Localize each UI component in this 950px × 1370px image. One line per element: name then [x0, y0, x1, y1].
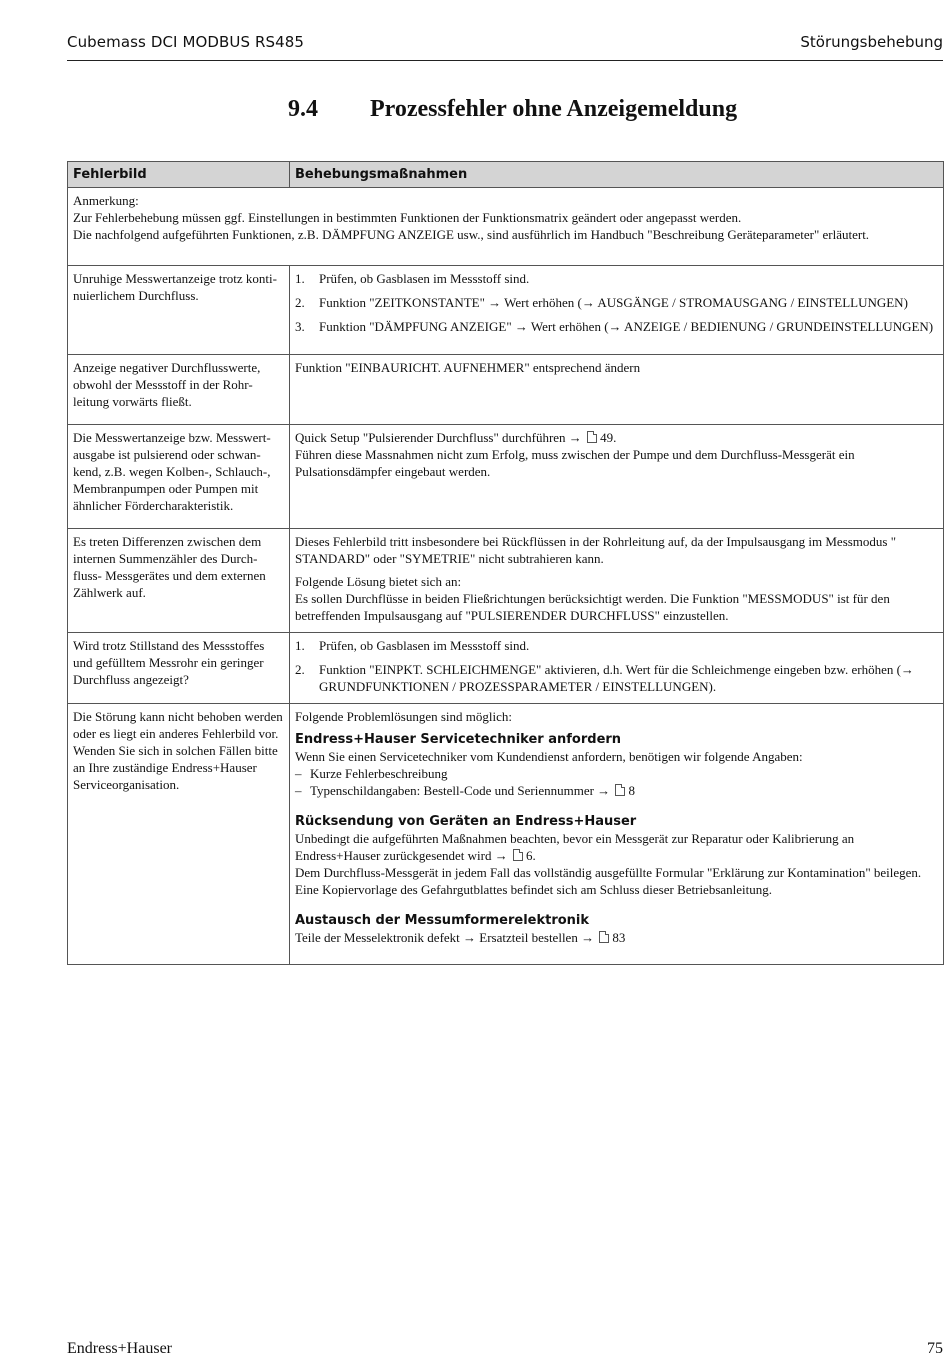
list-item: – Kurze Fehlerbeschreibung: [295, 766, 448, 781]
page-number: 75: [927, 1340, 943, 1357]
section-title: Prozessfehler ohne Anzeigemeldung: [370, 96, 738, 122]
page-reference-icon: [587, 431, 597, 443]
remedy-steps: [295, 270, 938, 335]
list-item: – Typenschildangaben: Bestell-Code und Seriennummer → 8: [295, 783, 635, 798]
page-reference: 49.: [600, 430, 617, 445]
table-row: [68, 355, 944, 425]
list-item: 1. Prüfen, ob Gasblasen im Messstoff sind.: [295, 638, 530, 653]
section-number: 9.4: [288, 96, 318, 122]
page-reference: 83: [612, 930, 626, 945]
fault-cell: Die Messwertanzeige bzw. Messwert-ausgabe ist pulsierend oder schwan-kend, z.B. wegen Kolben-, Schlauch-, Membranpumpen oder Pumpen mit ähnlicher Fördercharakteristik.: [68, 425, 290, 529]
table-header-row: [68, 162, 944, 188]
page-reference: 6.: [526, 848, 536, 863]
column-header-fault: Fehlerbild: [68, 162, 290, 188]
page-reference: 8: [628, 783, 635, 798]
table-row: [68, 529, 944, 633]
remedy-cell: Folgende Problemlösungen sind möglich: Endress+Hauser Servicetechniker anfordern Wenn Sie einen Servicetechniker vom Kundendienst anfordern, benötigen wir folgende Angaben: – Kurze Fehlerbeschreibung – Typenschildangaben: Bestell-Code und Seriennummer → 8 Rücksendung von Geräten an Endress+Hauser Unbedingt die aufgeführten Maßnahmen beachten, bevor ein Messgerät zur Reparatur oder Kalibrierung an Endress+Hauser zurückgesendet wird → 6. Dem Durchfluss-Messgerät in jedem Fall das vollständig ausgefüllte Formular "Erklärung zur Kontamination" beilegen. Eine Kopiervorlage des Gefahrgutblattes befindet sich am Schluss dieser Betriebsanleitung. Austausch der Messumformerelektronik Teile der Messelektronik defekt → Ersatzteil bestellen → 83: [290, 704, 944, 965]
return-heading: Rücksendung von Geräten an Endress+Hauser: [295, 814, 637, 829]
troubleshooting-table: [67, 161, 944, 965]
list-item: 3. Funktion "DÄMPFUNG ANZEIGE" → Wert erhöhen (→ ANZEIGE / BEDIENUNG / GRUNDEINSTELLUNGEN): [295, 319, 934, 334]
chapter-title: Störungsbehebung: [800, 33, 943, 51]
fault-cell: Es treten Differenzen zwischen dem internen Summenzähler des Durch-fluss- Messgerätes und dem externen Zählwerk auf.: [68, 529, 290, 633]
remedy-steps: [295, 637, 938, 695]
fault-cell: Wird trotz Stillstand des Messstoffes und gefülltem Messrohr ein geringer Durchfluss angezeigt?: [68, 633, 290, 704]
fault-cell: Anzeige negativer Durchflusswerte, obwohl der Messstoff in der Rohr-leitung vorwärts fließt.: [68, 355, 290, 425]
remedy-cell: Dieses Fehlerbild tritt insbesondere bei Rückflüssen in der Rohrleitung auf, da der Impulsausgang im Messmodus " STANDARD" oder "SYMETRIE" nicht subtrahieren kann. Folgende Lösung bietet sich an: Es sollen Durchflüsse in beiden Fließrichtungen berücksichtigt werden. Die Funktion "MESSMODUS" ist für den betreffenden Impulsausgang auf "PULSIERENDER DURCHFLUSS" einzustellen.: [290, 529, 944, 633]
remedy-cell: Quick Setup "Pulsierender Durchfluss" durchführen → 49. Führen diese Massnahmen nicht zum Erfolg, muss zwischen der Pumpe und dem Durchfluss-Messgerät ein Pulsationsdämpfer eingebaut werden.: [290, 425, 944, 529]
page-header: [67, 30, 943, 61]
page-footer: [67, 1340, 943, 1364]
page-reference-icon: [513, 849, 523, 861]
footer-brand: Endress+Hauser: [67, 1340, 172, 1357]
page-reference-icon: [615, 784, 625, 796]
service-heading: Endress+Hauser Servicetechniker anfordern: [295, 732, 622, 747]
note-cell: [68, 188, 944, 266]
remedy-cell: [290, 266, 944, 355]
column-header-remedy: Behebungsmaßnahmen: [290, 162, 944, 188]
note-line-1: Zur Fehlerbehebung müssen ggf. Einstellungen in bestimmten Funktionen der Funktionsmatrix geändert oder angepasst werden.: [73, 210, 742, 225]
exchange-heading: Austausch der Messumformerelektronik: [295, 913, 590, 928]
page-reference-icon: [599, 931, 609, 943]
note-row: [68, 188, 944, 266]
fault-cell: Die Störung kann nicht behoben werden oder es liegt ein anderes Fehlerbild vor. Wenden Sie sich in solchen Fällen bitte an Ihre zuständige Endress+Hauser Serviceorganisation.: [68, 704, 290, 965]
fault-cell: Unruhige Messwertanzeige trotz konti-nuierlichem Durchfluss.: [68, 266, 290, 355]
list-item: 1. Prüfen, ob Gasblasen im Messstoff sind.: [295, 271, 530, 286]
list-item: 2. Funktion "EINPKT. SCHLEICHMENGE" aktivieren, d.h. Wert für die Schleichmenge eingeben bzw. erhöhen (→ GRUNDFUNKTIONEN / PROZESSPARAMETER / EINSTELLUNGEN).: [295, 662, 914, 694]
remedy-cell: Funktion "EINBAURICHT. AUFNEHMER" entsprechend ändern: [290, 355, 944, 425]
note-label: Anmerkung:: [73, 193, 139, 208]
table-row: [68, 704, 944, 965]
table-row: [68, 633, 944, 704]
document-title: Cubemass DCI MODBUS RS485: [67, 33, 305, 51]
list-item: 2. Funktion "ZEITKONSTANTE" → Wert erhöhen (→ AUSGÄNGE / STROMAUSGANG / EINSTELLUNGEN): [295, 295, 908, 310]
remedy-cell: [290, 633, 944, 704]
section-heading: [288, 96, 737, 123]
table-row: [68, 266, 944, 355]
table-row: [68, 425, 944, 529]
note-line-2: Die nachfolgend aufgeführten Funktionen, z.B. DÄMPFUNG ANZEIGE usw., sind ausführlich im Handbuch "Beschreibung Geräteparameter" erläutert.: [73, 227, 870, 242]
